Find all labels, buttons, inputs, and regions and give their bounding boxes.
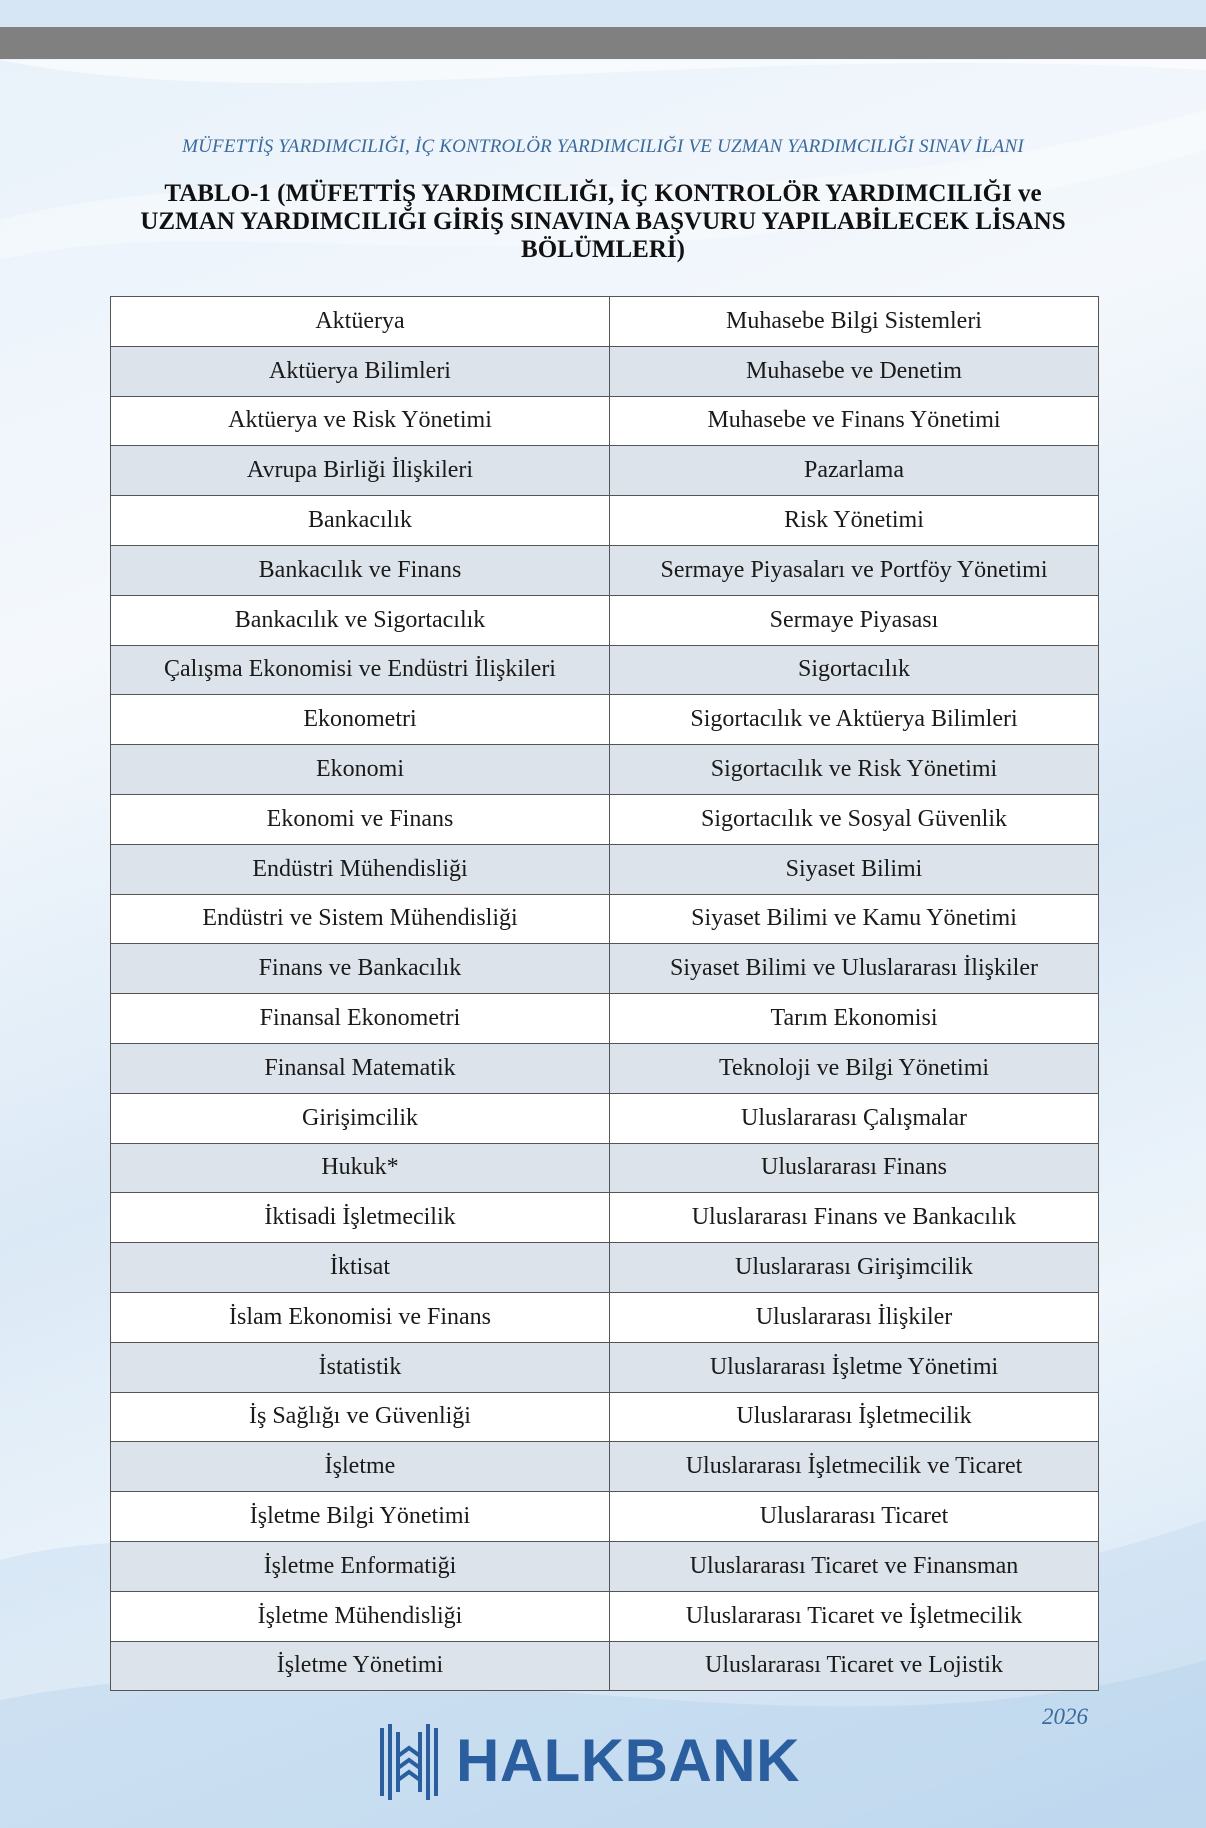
- department-cell-left: Ekonomi ve Finans: [111, 794, 610, 844]
- department-cell-right: Uluslararası Ticaret: [610, 1492, 1099, 1542]
- table-row: [111, 994, 1099, 1044]
- table-row: [111, 1541, 1099, 1591]
- department-cell-right: Pazarlama: [610, 446, 1099, 496]
- department-cell-left: Bankacılık ve Sigortacılık: [111, 595, 610, 645]
- title-line: TABLO-1 (MÜFETTİŞ YARDIMCILIĞI, İÇ KONTROLÖR YARDIMCILIĞI ve: [164, 180, 1042, 207]
- year-label: 2026: [1042, 1704, 1088, 1729]
- department-cell-left: İş Sağlığı ve Güvenliği: [111, 1392, 610, 1442]
- department-cell-right: Siyaset Bilimi: [610, 844, 1099, 894]
- table-row: [111, 297, 1099, 347]
- table-row: [111, 396, 1099, 446]
- department-cell-right: Uluslararası Ticaret ve Finansman: [610, 1541, 1099, 1591]
- department-cell-right: Sermaye Piyasaları ve Portföy Yönetimi: [610, 545, 1099, 595]
- department-cell-left: İşletme Yönetimi: [111, 1641, 610, 1691]
- table-row: [111, 1442, 1099, 1492]
- table-row: [111, 595, 1099, 645]
- department-cell-left: İktisadi İşletmecilik: [111, 1193, 610, 1243]
- department-cell-right: Uluslararası Finans: [610, 1143, 1099, 1193]
- department-cell-left: Aktüerya: [111, 297, 610, 347]
- table-row: [111, 1093, 1099, 1143]
- department-cell-right: Muhasebe Bilgi Sistemleri: [610, 297, 1099, 347]
- table-row: [111, 695, 1099, 745]
- table-row: [111, 346, 1099, 396]
- halkbank-logo: [374, 1722, 800, 1802]
- department-cell-right: Risk Yönetimi: [610, 496, 1099, 546]
- table-row: [111, 1043, 1099, 1093]
- department-cell-left: Endüstri Mühendisliği: [111, 844, 610, 894]
- department-cell-left: Bankacılık ve Finans: [111, 545, 610, 595]
- table-row: [111, 1342, 1099, 1392]
- department-cell-right: Teknoloji ve Bilgi Yönetimi: [610, 1043, 1099, 1093]
- department-cell-left: Ekonomi: [111, 745, 610, 795]
- department-cell-left: Endüstri ve Sistem Mühendisliği: [111, 894, 610, 944]
- department-cell-left: İstatistik: [111, 1342, 610, 1392]
- title-line: UZMAN YARDIMCILIĞI GİRİŞ SINAVINA BAŞVURU YAPILABİLECEK LİSANS: [140, 208, 1066, 235]
- brand-name: HALKBANK: [456, 1727, 800, 1794]
- department-cell-right: Muhasebe ve Finans Yönetimi: [610, 396, 1099, 446]
- department-cell-left: Finansal Ekonometri: [111, 994, 610, 1044]
- department-cell-left: Finansal Matematik: [111, 1043, 610, 1093]
- department-cell-left: Girişimcilik: [111, 1093, 610, 1143]
- table-row: [111, 1641, 1099, 1691]
- department-cell-left: İslam Ekonomisi ve Finans: [111, 1292, 610, 1342]
- department-cell-left: Bankacılık: [111, 496, 610, 546]
- department-cell-left: Finans ve Bankacılık: [111, 944, 610, 994]
- department-cell-right: Tarım Ekonomisi: [610, 994, 1099, 1044]
- department-cell-right: Uluslararası Girişimcilik: [610, 1243, 1099, 1293]
- department-cell-left: Ekonometri: [111, 695, 610, 745]
- department-cell-right: Sigortacılık ve Aktüerya Bilimleri: [610, 695, 1099, 745]
- department-cell-right: Uluslararası Ticaret ve Lojistik: [610, 1641, 1099, 1691]
- table-row: [111, 944, 1099, 994]
- department-cell-left: Aktüerya ve Risk Yönetimi: [111, 396, 610, 446]
- table-row: [111, 496, 1099, 546]
- halkbank-logo-icon: [374, 1722, 444, 1802]
- department-cell-left: Aktüerya Bilimleri: [111, 346, 610, 396]
- department-cell-right: Uluslararası Finans ve Bankacılık: [610, 1193, 1099, 1243]
- department-cell-left: Hukuk*: [111, 1143, 610, 1193]
- department-cell-left: İşletme Mühendisliği: [111, 1591, 610, 1641]
- department-cell-left: İşletme: [111, 1442, 610, 1492]
- department-cell-right: Uluslararası Ticaret ve İşletmecilik: [610, 1591, 1099, 1641]
- table-row: [111, 446, 1099, 496]
- table-title: [100, 180, 1106, 264]
- table-row: [111, 844, 1099, 894]
- table-row: [111, 794, 1099, 844]
- department-cell-right: Uluslararası İşletme Yönetimi: [610, 1342, 1099, 1392]
- department-cell-right: Sigortacılık: [610, 645, 1099, 695]
- table-row: [111, 745, 1099, 795]
- announcement-header: MÜFETTİŞ YARDIMCILIĞI, İÇ KONTROLÖR YARDIMCILIĞI VE UZMAN YARDIMCILIĞI SINAV İLANI: [182, 136, 1024, 157]
- table-row: [111, 894, 1099, 944]
- department-cell-left: İktisat: [111, 1243, 610, 1293]
- department-cell-right: Uluslararası İşletmecilik ve Ticaret: [610, 1442, 1099, 1492]
- department-cell-right: Siyaset Bilimi ve Uluslararası İlişkiler: [610, 944, 1099, 994]
- department-cell-right: Muhasebe ve Denetim: [610, 346, 1099, 396]
- department-cell-right: Sigortacılık ve Sosyal Güvenlik: [610, 794, 1099, 844]
- top-band: [0, 0, 1206, 27]
- table-row: [111, 645, 1099, 695]
- table-row: [111, 1243, 1099, 1293]
- table-row: [111, 1143, 1099, 1193]
- title-line: BÖLÜMLERİ): [521, 236, 685, 263]
- table-row: [111, 545, 1099, 595]
- department-cell-left: Avrupa Birliği İlişkileri: [111, 446, 610, 496]
- table-row: [111, 1193, 1099, 1243]
- department-cell-right: Sigortacılık ve Risk Yönetimi: [610, 745, 1099, 795]
- department-cell-left: İşletme Bilgi Yönetimi: [111, 1492, 610, 1542]
- department-cell-right: Sermaye Piyasası: [610, 595, 1099, 645]
- table-row: [111, 1292, 1099, 1342]
- department-cell-right: Siyaset Bilimi ve Kamu Yönetimi: [610, 894, 1099, 944]
- table-row: [111, 1591, 1099, 1641]
- departments-table: [110, 296, 1099, 1691]
- department-cell-left: İşletme Enformatiği: [111, 1541, 610, 1591]
- department-cell-left: Çalışma Ekonomisi ve Endüstri İlişkileri: [111, 645, 610, 695]
- table-row: [111, 1392, 1099, 1442]
- header-bar: [0, 27, 1206, 59]
- department-cell-right: Uluslararası Çalışmalar: [610, 1093, 1099, 1143]
- department-cell-right: Uluslararası İlişkiler: [610, 1292, 1099, 1342]
- table-row: [111, 1492, 1099, 1542]
- department-cell-right: Uluslararası İşletmecilik: [610, 1392, 1099, 1442]
